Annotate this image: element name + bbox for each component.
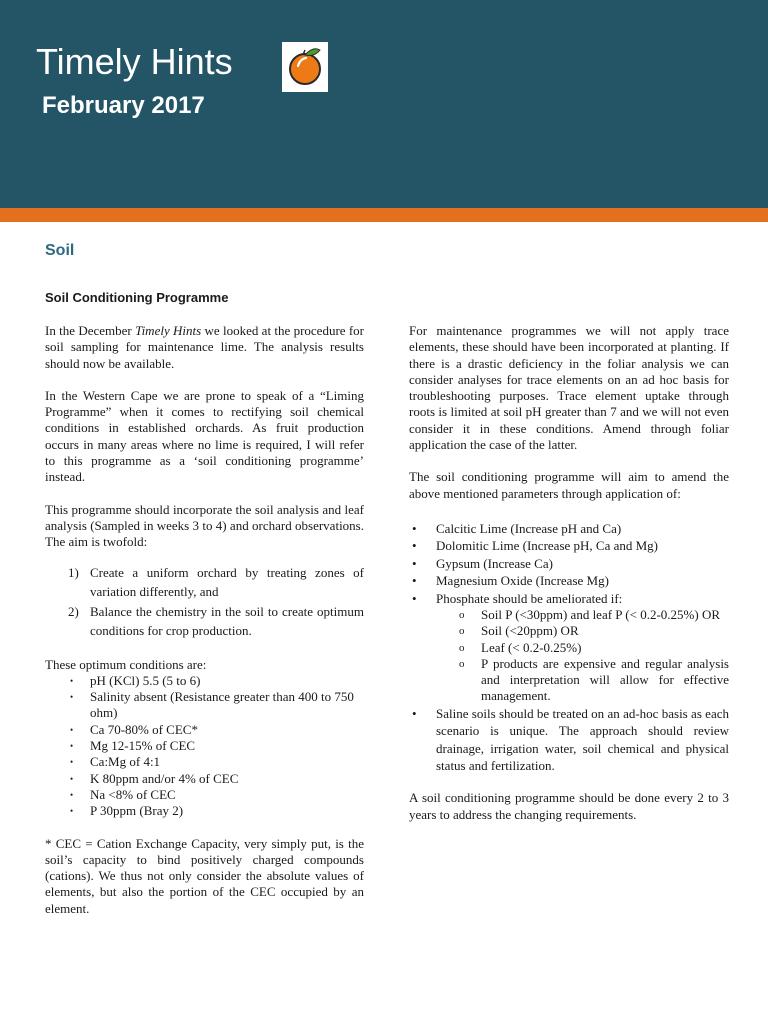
list-item: • Salinity absent (Resistance greater than 400 to 750 ohm) [70,689,354,721]
list-item: • Gypsum (Increase Ca) [412,555,553,571]
issue-date: February 2017 [42,92,205,119]
intro-paragraph: In the December Timely Hints we looked at the procedure for soil sampling for maintenance lime. The analysis results should now be available. [45,323,365,371]
newsletter-title: Timely Hints [36,41,233,82]
section-title: Soil [45,242,75,259]
peach-icon [282,42,328,92]
list-item: • Ca:Mg of 4:1 [70,754,161,770]
list-item: • Mg 12-15% of CEC [70,738,196,754]
list-item: • Phosphate should be ameliorated if: o Soil P (<30ppm) and leaf P (< 0.2-0.25%) OR o Soil (<20ppm) OR o Leaf (< 0.2-0.25%) o P products are expensive and regular analysis and interpretation will allow for effective management. [412,590,729,704]
list-item: o Soil P (<30ppm) and leaf P (< 0.2-0.25%) OR [459,607,721,622]
list-item: • Ca 70-80% of CEC* [70,721,198,737]
header-stripe [0,208,768,222]
phosphate-sublist [436,607,729,705]
cec-footnote: * CEC = Cation Exchange Capacity, very simply put, is the soil’s capacity to bind positively charged compounds (cations). We thus not only consider the absolute values of elements, but also the portion of the CEC occupied by an element. [45,835,364,916]
trace-elements-paragraph: For maintenance programmes we will not apply trace elements, these should have been incorporated at planting. If there is a drastic deficiency in the foliar analysis we can consider analyses for trace elements on an ad hoc basis for troubleshooting purposes. Trace element uptake through roots is limited at soil pH greater than 7 and we will not even consider it in these conditions. Amend through foliar application the case of the latter. [409,323,729,453]
application-paragraph: The soil conditioning programme will aim to amend the above mentioned parameters through application of: [409,469,729,501]
list-item: o Soil (<20ppm) OR [459,623,579,639]
list-item: • Magnesium Oxide (Increase Mg) [412,573,609,589]
list-item: • P 30ppm (Bray 2) [70,803,184,819]
programme-paragraph: This programme should incorporate the soil analysis and leaf analysis (Sampled in weeks 3 to 4) and orchard observations. The aim is twofold: [45,501,364,550]
conditions-list [45,673,364,820]
conditions-intro: These optimum conditions are: [45,656,207,672]
left-column [45,323,364,917]
list-item: • Saline soils should be treated on an ad-hoc basis as each scenario is unique. The approach should review drainage, irrigation water, soil chemical and physical status and fertilization. [412,705,729,773]
liming-paragraph: In the Western Cape we are prone to speak of a “Liming Programme” when it comes to rectifying soil chemical conditions in established orchards. As fruit production occurs in many areas where no lime is required, I will refer to this programme as a ‘soil conditioning programme’ instead. [45,387,364,485]
list-item: • Na <8% of CEC [70,786,176,802]
amendments-list [409,520,729,774]
list-item: • pH (KCl) 5.5 (5 to 6) [70,672,201,688]
list-item: • Calcitic Lime (Increase pH and Ca) [412,520,622,536]
right-column [409,323,729,823]
list-item: 1) Create a uniform orchard by treating zones of variation differently, and [68,564,364,600]
article-heading: Soil Conditioning Programme [45,290,229,305]
list-item: • K 80ppm and/or 4% of CEC [70,770,239,786]
list-item: • Dolomitic Lime (Increase pH, Ca and Mg) [412,538,659,554]
list-item: o Leaf (< 0.2-0.25%) [459,639,582,655]
list-item: o P products are expensive and regular analysis and interpretation will allow for effective management. [459,655,729,704]
aims-list [45,563,364,641]
list-item: 2) Balance the chemistry in the soil to create optimum conditions for crop production. [68,603,364,639]
publication-name: Timely Hints [135,323,202,338]
closing-paragraph: A soil conditioning programme should be done every 2 to 3 years to address the changing requirements. [409,790,729,822]
